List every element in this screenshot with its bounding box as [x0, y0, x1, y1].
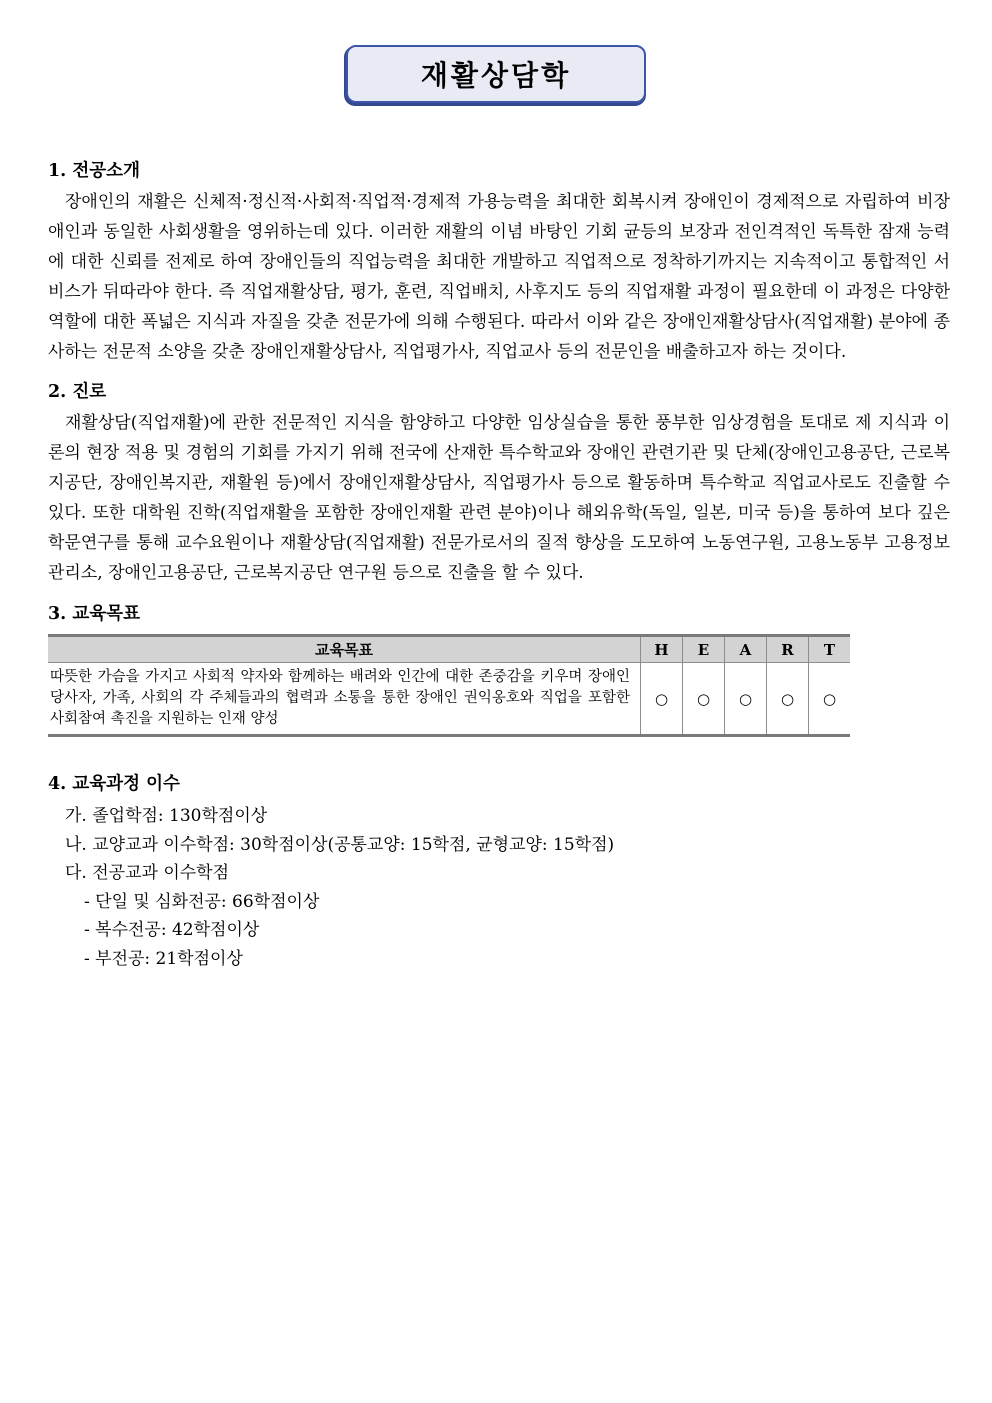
- heart-column-r: R: [767, 636, 809, 663]
- curriculum-item-major-credits: 다. 전공교과 이수학점: [65, 863, 230, 883]
- heart-mark-r: ○: [767, 663, 809, 736]
- curriculum-item-liberal-arts-credits: 나. 교양교과 이수학점: 30학점이상(공통교양: 15학점, 균형교양: 15학점): [65, 834, 615, 855]
- section-3-heading: 3. 교육목표: [48, 604, 140, 624]
- heart-mark-t: ○: [809, 663, 851, 736]
- goal-text-cell: 따뜻한 가슴을 가지고 사회적 약자와 함께하는 배려와 인간에 대한 존중감을 키우며 장애인당사자, 가족, 사회의 각 주체들과의 협력과 소통을 통한 장애인 권익옹호와 직업을 포함한 사회참여 촉진을 지원하는 인재 양성: [50, 669, 630, 727]
- curriculum-list: [48, 802, 950, 973]
- heart-column-e: E: [683, 636, 725, 663]
- curriculum-subitem-double-major: - 복수전공: 42학점이상: [84, 920, 260, 940]
- section-2-paragraph: 재활상담(직업재활)에 관한 전문적인 지식을 함양하고 다양한 임상실습을 통한 풍부한 임상경험을 토대로 제 지식과 이론의 현장 적용 및 경험의 기회를 가지기 위해 전국에 산재한 특수학교와 장애인 관련기관 및 단체(장애인고용공단, 근로복지공단, 장애인복지관, 재활원 등)에서 장애인재활상담사, 직업평가사 등으로 활동하며 특수학교 직업교사로도 진출할 수 있다. 또한 대학원 진학(직업재활을 포함한 장애인재활 관련 분야)이나 해외유학(독일, 일본, 미국 등)을 통하여 보다 깊은 학문연구를 통해 교수요원이나 재활상담(직업재활) 전문가로서의 질적 향상을 도모하여 노동연구원, 고용노동부 고용정보관리소, 장애인고용공단, 근로복지공단 연구원 등으로 진출을 할 수 있다.: [48, 413, 950, 583]
- heart-column-h: H: [641, 636, 683, 663]
- goals-table-row: [48, 663, 850, 736]
- document-title-box: [346, 45, 646, 103]
- heart-mark-e: ○: [683, 663, 725, 736]
- section-4-heading: 4. 교육과정 이수: [48, 774, 180, 794]
- heart-mark-a: ○: [725, 663, 767, 736]
- education-goals-table: [48, 634, 850, 737]
- heart-column-t: T: [809, 636, 851, 663]
- section-2-heading: 2. 진로: [48, 382, 107, 402]
- curriculum-item-graduation-credits: 가. 졸업학점: 130학점이상: [65, 806, 268, 826]
- document-content: [0, 160, 992, 973]
- heart-column-a: A: [725, 636, 767, 663]
- curriculum-subitem-single-intensive-major: - 단일 및 심화전공: 66학점이상: [84, 891, 320, 912]
- heart-mark-h: ○: [641, 663, 683, 736]
- section-1-heading: 1. 전공소개: [48, 161, 140, 181]
- curriculum-subitem-minor: - 부전공: 21학점이상: [84, 948, 243, 969]
- section-1-paragraph: 장애인의 재활은 신체적·정신적·사회적·직업적·경제적 가용능력을 최대한 회복시켜 장애인이 경제적으로 자립하여 비장애인과 동일한 사회생활을 영위하는데 있다. 이러한 재활의 이념 바탕인 기회 균등의 보장과 전인격적인 독특한 잠재 능력에 대한 신뢰를 전제로 하여 장애인들의 직업능력을 최대한 개발하고 직업적으로 정착하기까지는 지속적이고 통합적인 서비스가 뒤따라야 한다. 즉 직업재활상담, 평가, 훈련, 직업배치, 사후지도 등의 직업재활 과정이 필요한데 이 과정은 다양한 역할에 대한 폭넓은 지식과 자질을 갖춘 전문가에 의해 수행된다. 따라서 이와 같은 장애인재활상담사(직업재활) 분야에 종사하는 전문적 소양을 갖춘 장애인재활상담사, 직업평가사, 직업교사 등의 전문인을 배출하고자 하는 것이다.: [48, 192, 950, 362]
- goals-table-header-row: [48, 636, 850, 663]
- document-title: 재활상담학: [420, 59, 572, 92]
- goals-column-header: 교육목표: [48, 636, 641, 663]
